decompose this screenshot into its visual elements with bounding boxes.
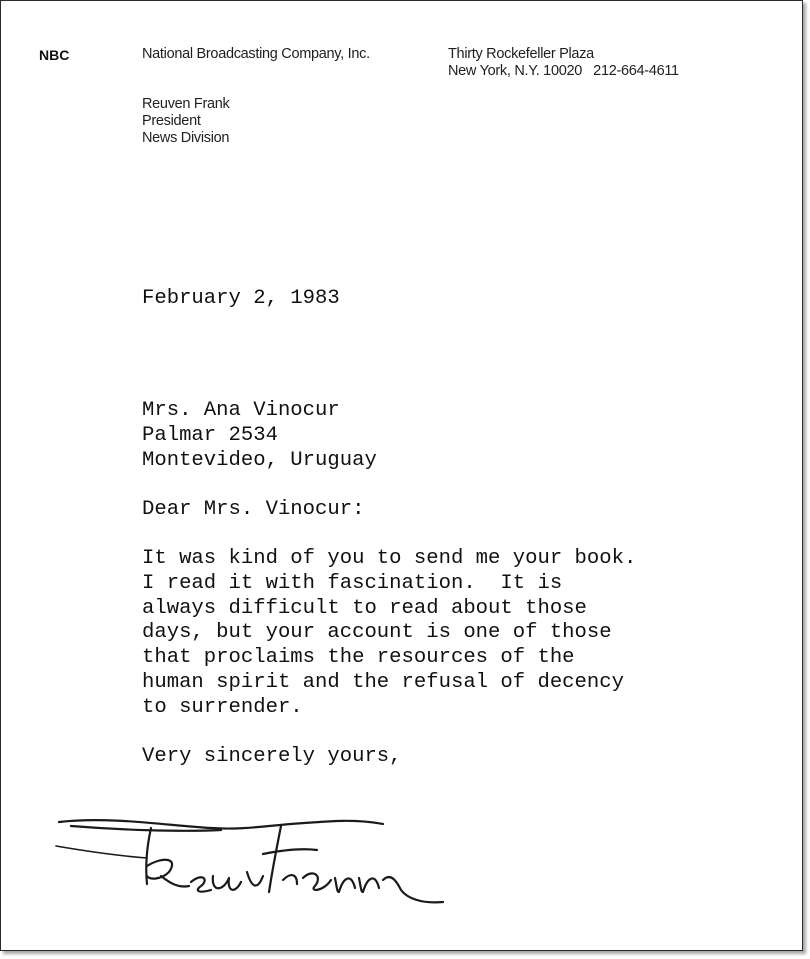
address-line-1: Thirty Rockefeller Plaza xyxy=(448,46,594,62)
address-line-2: New York, N.Y. 10020 212-664-4611 xyxy=(448,63,679,79)
sender-block xyxy=(142,96,229,147)
recipient-line: Montevideo, Uruguay xyxy=(142,448,377,472)
body-line: It was kind of you to send me your book. xyxy=(142,547,637,570)
letter-body xyxy=(142,547,636,721)
sender-title: President xyxy=(142,113,201,129)
letter-date: February 2, 1983 xyxy=(142,287,340,310)
recipient-line: Palmar 2534 xyxy=(142,423,278,447)
closing: Very sincerely yours, xyxy=(142,745,402,768)
sender-division: News Division xyxy=(142,130,230,146)
body-line: human spirit and the refusal of decency xyxy=(142,670,624,694)
nbc-logo: NBC xyxy=(39,47,70,63)
body-line: always difficult to read about those xyxy=(142,596,587,620)
body-line: days, but your account is one of those xyxy=(142,621,612,645)
body-line: that proclaims the resources of the xyxy=(142,646,575,670)
company-address xyxy=(448,46,679,80)
sender-name: Reuven Frank xyxy=(142,96,230,112)
recipient-line: Mrs. Ana Vinocur xyxy=(142,399,340,422)
salutation: Dear Mrs. Vinocur: xyxy=(142,498,365,521)
body-line: to surrender. xyxy=(142,695,303,719)
handwritten-signature-icon xyxy=(51,806,551,916)
company-name: National Broadcasting Company, Inc. xyxy=(142,46,370,62)
recipient-address xyxy=(142,399,377,473)
body-line: I read it with fascination. It is xyxy=(142,571,563,595)
